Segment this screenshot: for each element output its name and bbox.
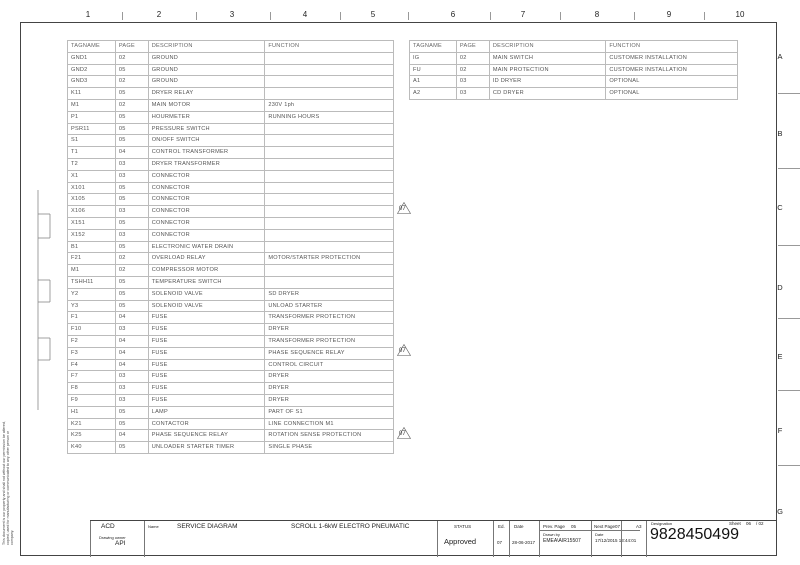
cell-page: 03: [456, 76, 489, 88]
cell-page: 05: [115, 300, 148, 312]
cell-tagname: K25: [68, 430, 116, 442]
column-number: 3: [229, 10, 235, 19]
table-row: [68, 64, 394, 76]
drawing-owner-label: Drawing owner: [99, 535, 126, 540]
row-letter: B: [777, 129, 783, 138]
cell-description: FUSE: [148, 359, 265, 371]
cell-tagname: P1: [68, 111, 116, 123]
table-row: [68, 147, 394, 159]
cell-page: 02: [456, 52, 489, 64]
cell-tagname: A1: [410, 76, 457, 88]
name-label: Name: [148, 524, 159, 529]
table-row: [68, 324, 394, 336]
cell-description: HOURMETER: [148, 111, 265, 123]
column-number: 4: [302, 10, 308, 19]
confidentiality-note: This document is our property and shall not without our permission be altered, copied, used for manufacturing or communicated to any other person or company.: [2, 421, 14, 545]
designation-label: Designation: [651, 521, 673, 526]
cell-page: 05: [115, 194, 148, 206]
sheet-size: A3: [636, 524, 642, 529]
date-value: 28-06-2017: [512, 540, 536, 545]
cell-function: [265, 170, 394, 182]
company-name: ACD: [101, 523, 115, 530]
cell-page: 05: [115, 135, 148, 147]
cell-page: 05: [115, 288, 148, 300]
page-reference-marker[interactable]: [397, 202, 411, 214]
page-reference-label: 07: [399, 348, 406, 354]
cell-page: 02: [115, 253, 148, 265]
row-divider: [778, 245, 800, 246]
status-label: STATUS: [454, 524, 472, 529]
drawing-owner-value: API: [115, 540, 126, 547]
cell-description: FUSE: [148, 335, 265, 347]
table-row: [68, 217, 394, 229]
cell-page: 04: [115, 347, 148, 359]
cell-description: PHASE SEQUENCE RELAY: [148, 430, 265, 442]
table-row: [68, 335, 394, 347]
header-page: PAGE: [115, 41, 148, 53]
cell-function: TRANSFORMER PROTECTION: [265, 312, 394, 324]
cell-function: [265, 276, 394, 288]
row-letter: E: [777, 352, 783, 361]
header-tagname: TAGNAME: [68, 41, 116, 53]
cell-description: FUSE: [148, 347, 265, 359]
cell-tagname: PSR11: [68, 123, 116, 135]
cell-description: SOLENOID VALVE: [148, 300, 265, 312]
designation-cell: [646, 521, 777, 557]
cell-description: MAIN MOTOR: [148, 99, 265, 111]
table-row: [68, 383, 394, 395]
cell-description: MAIN SWITCH: [489, 52, 606, 64]
drawn-date-label: Date: [595, 532, 604, 537]
component-list-table-left: [67, 40, 394, 454]
cell-page: 03: [115, 206, 148, 218]
row-divider: [778, 465, 800, 466]
drawing-name: SERVICE DIAGRAM: [177, 523, 238, 530]
cell-page: 04: [115, 359, 148, 371]
column-number: 2: [156, 10, 162, 19]
table-row: [68, 206, 394, 218]
cell-function: DRYER: [265, 394, 394, 406]
edition-cell: [493, 521, 509, 557]
cell-description: GROUND: [148, 64, 265, 76]
cell-description: CONNECTOR: [148, 206, 265, 218]
table-row: [68, 406, 394, 418]
cell-function: DRYER: [265, 371, 394, 383]
header-tagname: TAGNAME: [410, 41, 457, 53]
column-number: 6: [450, 10, 456, 19]
table-row: [68, 170, 394, 182]
page-reference-marker[interactable]: [397, 427, 411, 439]
prev-page-value: 05: [571, 524, 577, 529]
cell-tagname: X152: [68, 229, 116, 241]
cell-function: DRYER: [265, 383, 394, 395]
cell-tagname: F4: [68, 359, 116, 371]
cell-description: FUSE: [148, 394, 265, 406]
cell-page: 05: [115, 418, 148, 430]
cell-function: SINGLE PHASE: [265, 442, 394, 454]
cell-tagname: GND3: [68, 76, 116, 88]
table-row: [68, 394, 394, 406]
header-description: DESCRIPTION: [489, 41, 606, 53]
cell-page: 03: [115, 229, 148, 241]
row-divider: [778, 390, 800, 391]
cell-function: [265, 206, 394, 218]
table-row: [68, 88, 394, 100]
cell-description: ELECTRONIC WATER DRAIN: [148, 241, 265, 253]
cell-function: LINE CONNECTION M1: [265, 418, 394, 430]
edition-value: 07: [497, 540, 503, 545]
cell-page: 02: [115, 99, 148, 111]
cell-description: ON/OFF SWITCH: [148, 135, 265, 147]
cell-function: [265, 135, 394, 147]
cell-function: [265, 265, 394, 277]
table-row: [68, 442, 394, 454]
cell-page: 02: [456, 64, 489, 76]
column-number: 8: [594, 10, 600, 19]
cell-tagname: X101: [68, 182, 116, 194]
cell-function: SD DRYER: [265, 288, 394, 300]
cell-function: TRANSFORMER PROTECTION: [265, 335, 394, 347]
cell-tagname: K21: [68, 418, 116, 430]
cell-tagname: F8: [68, 383, 116, 395]
table-row: [68, 194, 394, 206]
cell-tagname: F7: [68, 371, 116, 383]
row-divider: [778, 168, 800, 169]
cell-function: [265, 76, 394, 88]
cell-function: MOTOR/STARTER PROTECTION: [265, 253, 394, 265]
column-number: 9: [666, 10, 672, 19]
name-cell: [144, 521, 437, 557]
cell-function: OPTIONAL: [606, 76, 738, 88]
cell-tagname: F9: [68, 394, 116, 406]
side-binding-marks: [36, 190, 52, 410]
cell-page: 05: [115, 123, 148, 135]
edition-label: Ed.: [498, 524, 505, 529]
cell-description: TEMPERATURE SWITCH: [148, 276, 265, 288]
cell-description: FUSE: [148, 371, 265, 383]
prev-page-label: Prev. Page: [543, 524, 565, 529]
next-page-value: 07: [615, 524, 621, 529]
cell-tagname: X1: [68, 170, 116, 182]
cell-tagname: F3: [68, 347, 116, 359]
cell-tagname: FU: [410, 64, 457, 76]
table-row: [68, 371, 394, 383]
title-block: [90, 520, 777, 557]
cell-description: SOLENOID VALVE: [148, 288, 265, 300]
next-page-label: Next Page: [594, 524, 616, 529]
table-row: [68, 182, 394, 194]
table-row: [68, 111, 394, 123]
cell-description: LAMP: [148, 406, 265, 418]
cell-tagname: T1: [68, 147, 116, 159]
cell-tagname: S1: [68, 135, 116, 147]
cell-description: ID DRYER: [489, 76, 606, 88]
table-row: [68, 288, 394, 300]
column-divider: [634, 12, 635, 20]
table-row: [68, 99, 394, 111]
cell-description: CONNECTOR: [148, 194, 265, 206]
table-row: [68, 312, 394, 324]
header-description: DESCRIPTION: [148, 41, 265, 53]
cell-function: DRYER: [265, 324, 394, 336]
cell-function: [265, 194, 394, 206]
column-divider: [408, 12, 409, 20]
cell-tagname: GND2: [68, 64, 116, 76]
table-row: [68, 241, 394, 253]
cell-description: DRYER TRANSFORMER: [148, 158, 265, 170]
cell-page: 03: [115, 383, 148, 395]
cell-description: CONNECTOR: [148, 217, 265, 229]
cell-description: FUSE: [148, 324, 265, 336]
column-divider: [196, 12, 197, 20]
cell-description: CD DRYER: [489, 88, 606, 100]
cell-page: 03: [456, 88, 489, 100]
table-row: [68, 52, 394, 64]
sheet-label: Sheet: [729, 521, 741, 526]
table-row: [68, 229, 394, 241]
cell-page: 05: [115, 111, 148, 123]
table-row: [68, 418, 394, 430]
column-divider: [704, 12, 705, 20]
cell-description: CONTROL TRANSFORMER: [148, 147, 265, 159]
cell-tagname: F1: [68, 312, 116, 324]
table-row: [68, 347, 394, 359]
table-row: [68, 158, 394, 170]
row-divider: [778, 93, 800, 94]
table-row: [68, 253, 394, 265]
table-row: [68, 359, 394, 371]
cell-tagname: T2: [68, 158, 116, 170]
table-row: [68, 430, 394, 442]
cell-description: UNLOADER STARTER TIMER: [148, 442, 265, 454]
cell-description: GROUND: [148, 52, 265, 64]
cell-tagname: H1: [68, 406, 116, 418]
date-label: Date: [514, 524, 524, 529]
cell-function: PHASE SEQUENCE RELAY: [265, 347, 394, 359]
cell-page: 05: [115, 276, 148, 288]
cell-description: COMPRESSOR MOTOR: [148, 265, 265, 277]
cell-tagname: TSHH11: [68, 276, 116, 288]
column-number: 5: [370, 10, 376, 19]
cell-page: 02: [115, 265, 148, 277]
cell-function: [265, 123, 394, 135]
table-row: [68, 123, 394, 135]
row-letter: A: [777, 52, 783, 61]
cell-tagname: GND1: [68, 52, 116, 64]
cell-function: [265, 88, 394, 100]
cell-tagname: B1: [68, 241, 116, 253]
cell-tagname: M1: [68, 99, 116, 111]
table-row: [68, 276, 394, 288]
column-divider: [340, 12, 341, 20]
cell-function: [265, 241, 394, 253]
cell-function: PART OF S1: [265, 406, 394, 418]
cell-function: ROTATION SENSE PROTECTION: [265, 430, 394, 442]
row-divider: [778, 318, 800, 319]
row-letter: D: [777, 283, 783, 292]
status-cell: [437, 521, 493, 557]
cell-page: 03: [115, 324, 148, 336]
drawn-by-label: Drawn by: [543, 532, 560, 537]
cell-page: 04: [115, 430, 148, 442]
column-divider: [490, 12, 491, 20]
cell-page: 05: [115, 88, 148, 100]
cell-function: CUSTOMER INSTALLATION: [606, 52, 738, 64]
table-header-row: [68, 41, 394, 53]
table-row: [68, 265, 394, 277]
table-row: [410, 64, 738, 76]
table-header-row: [410, 41, 738, 53]
cell-function: CUSTOMER INSTALLATION: [606, 64, 738, 76]
cell-function: [265, 52, 394, 64]
cell-page: 04: [115, 335, 148, 347]
column-number: 10: [735, 10, 745, 19]
cell-description: CONNECTOR: [148, 182, 265, 194]
cell-page: 05: [115, 241, 148, 253]
header-page: PAGE: [456, 41, 489, 53]
company-cell: [90, 521, 144, 557]
cell-function: UNLOAD STARTER: [265, 300, 394, 312]
drawing-subtitle: SCROLL 1-6kW ELECTRO PNEUMATIC: [291, 523, 410, 530]
cell-page: 05: [115, 217, 148, 229]
cell-page: 03: [115, 158, 148, 170]
cell-tagname: Y3: [68, 300, 116, 312]
cell-tagname: F10: [68, 324, 116, 336]
cell-description: CONNECTOR: [148, 170, 265, 182]
table-row: [410, 76, 738, 88]
cell-tagname: F2: [68, 335, 116, 347]
column-number: 1: [85, 10, 91, 19]
cell-function: [265, 182, 394, 194]
column-divider: [560, 12, 561, 20]
drawn-by-value: EMEA\AIR15507: [543, 538, 581, 544]
header-function: FUNCTION: [606, 41, 738, 53]
next-page-cell: [591, 521, 637, 557]
cell-page: 02: [115, 76, 148, 88]
table-row: [410, 88, 738, 100]
cell-page: 02: [115, 52, 148, 64]
cell-page: 05: [115, 182, 148, 194]
cell-tagname: X106: [68, 206, 116, 218]
cell-description: PRESSURE SWITCH: [148, 123, 265, 135]
component-list-table-right: [409, 40, 738, 100]
cell-page: 03: [115, 394, 148, 406]
cell-description: GROUND: [148, 76, 265, 88]
drawn-date-value: 17/12/2015 13:44:01: [595, 538, 637, 543]
cell-page: 05: [115, 406, 148, 418]
cell-tagname: K11: [68, 88, 116, 100]
cell-function: [265, 217, 394, 229]
page-reference-label: 07: [399, 431, 406, 437]
cell-tagname: A2: [410, 88, 457, 100]
cell-tagname: Y2: [68, 288, 116, 300]
cell-function: [265, 158, 394, 170]
table-row: [410, 52, 738, 64]
cell-function: [265, 64, 394, 76]
cell-function: 230V 1ph: [265, 99, 394, 111]
sheet-total: / 02: [756, 521, 764, 526]
cell-function: [265, 229, 394, 241]
cell-description: DRYER RELAY: [148, 88, 265, 100]
cell-function: RUNNING HOURS: [265, 111, 394, 123]
designation-number: 9828450499: [650, 526, 739, 543]
cell-page: 04: [115, 312, 148, 324]
cell-page: 05: [115, 64, 148, 76]
column-divider: [122, 12, 123, 20]
row-letter: C: [777, 203, 783, 212]
cell-tagname: F21: [68, 253, 116, 265]
cell-function: OPTIONAL: [606, 88, 738, 100]
cell-description: CONTACTOR: [148, 418, 265, 430]
cell-tagname: X151: [68, 217, 116, 229]
column-divider: [270, 12, 271, 20]
cell-description: MAIN PROTECTION: [489, 64, 606, 76]
header-function: FUNCTION: [265, 41, 394, 53]
sheet-number: 06: [746, 521, 752, 526]
cell-description: OVERLOAD RELAY: [148, 253, 265, 265]
cell-tagname: X105: [68, 194, 116, 206]
cell-function: [265, 147, 394, 159]
cell-page: 04: [115, 147, 148, 159]
cell-page: 03: [115, 170, 148, 182]
prev-page-cell: [539, 521, 591, 557]
date-cell: [509, 521, 539, 557]
table-row: [68, 300, 394, 312]
column-number: 7: [520, 10, 526, 19]
cell-function: CONTROL CIRCUIT: [265, 359, 394, 371]
page-reference-marker[interactable]: [397, 344, 411, 356]
size-cell: [621, 521, 646, 557]
cell-page: 03: [115, 371, 148, 383]
cell-tagname: M1: [68, 265, 116, 277]
cell-page: 05: [115, 442, 148, 454]
page-reference-label: 07: [399, 206, 406, 212]
cell-description: FUSE: [148, 312, 265, 324]
cell-tagname: K40: [68, 442, 116, 454]
cell-tagname: IG: [410, 52, 457, 64]
table-row: [68, 135, 394, 147]
cell-description: FUSE: [148, 383, 265, 395]
status-value: Approved: [444, 537, 477, 546]
row-letter: G: [777, 507, 783, 516]
row-letter: F: [777, 426, 783, 435]
table-row: [68, 76, 394, 88]
cell-description: CONNECTOR: [148, 229, 265, 241]
